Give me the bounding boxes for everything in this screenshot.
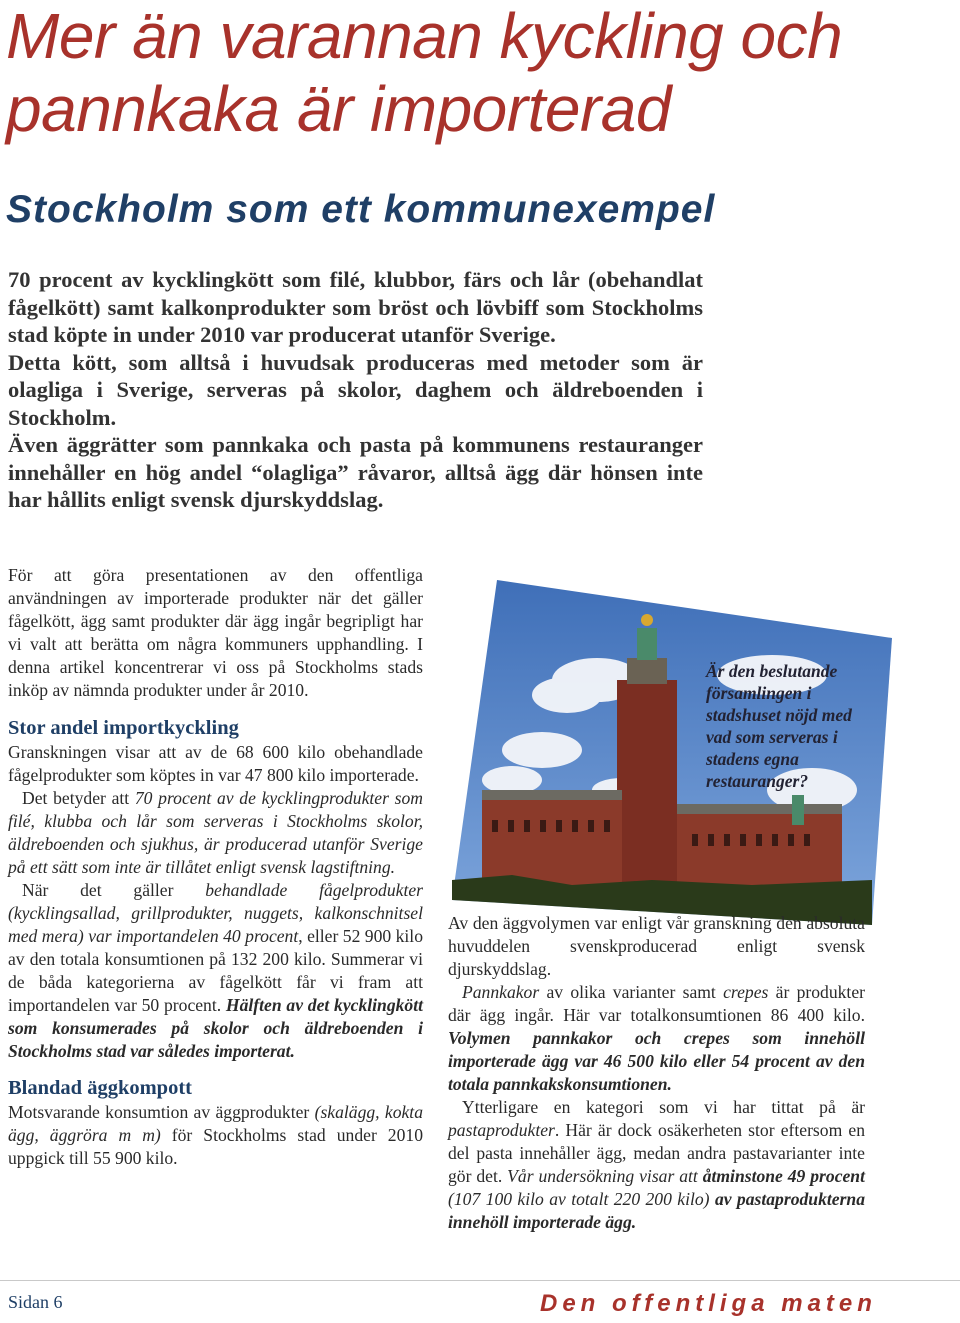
text-span: , eller 52 900 kilo av den totala konsumtionen på 132 200 kilo. Summerar vi de båda kategorierna av fågelkött får vi fram att importandelen var 50 procent. (8, 926, 423, 1015)
left-column (8, 564, 423, 1170)
bold-italic-span: åtminstone 49 procent (702, 1166, 865, 1186)
italic-span: 70 procent av de kycklingprodukter som filé, klubba och lår som serveras i Stockholms skolor, äldreboenden och sjukhus, är producerad utanför Sverige på ett sätt som inte är tillåtet enligt svensk lagstiftning. (8, 788, 423, 877)
lead-paragraph-3: Även äggrätter som pannkaka och pasta på kommunens restauranger innehåller en hög andel “olagliga” råvaror, alltså ägg där hönsen inte har hållits enligt svensk djurskyddslag. (8, 432, 703, 512)
bold-italic-span: Volymen pannkakor och crepes som innehöll importerade ägg var 46 500 kilo eller 54 procent av den totala pannkakskonsumtionen. (448, 1028, 865, 1094)
heading-agg: Blandad äggkompott (8, 1077, 192, 1099)
lead-paragraph-2: Detta kött, som alltså i huvudsak produceras med metoder som är olagliga i Sverige, serveras på skolor, daghem och äldreboenden i Stockholm. (8, 349, 703, 430)
page-subtitle: Stockholm som ett kommunexempel (6, 188, 716, 231)
lead-text (8, 266, 703, 514)
lead-paragraph-1: 70 procent av kycklingkött som filé, klubbor, färs och lår (obehandlat fågelkött) samt kalkonprodukter som bröst och lövbiff som Stockholms stad köpte in under 2010 var producerat utanför Sverige. (8, 267, 703, 347)
agg-paragraph (8, 1101, 423, 1170)
text-span: Det betyder att (22, 788, 135, 808)
text-span: av olika varianter samt (539, 982, 724, 1002)
italic-span: crepes (723, 982, 769, 1002)
page-title: Mer än varannan kyckling och pannkaka är importerad (6, 0, 843, 145)
pasta-paragraph (448, 1096, 865, 1234)
tower-top (627, 658, 667, 684)
left-roof (482, 790, 622, 800)
behandlade-paragraph (8, 879, 423, 1063)
text-span: Motsvarande konsumtion av äggprodukter (8, 1102, 315, 1122)
bold-italic-span: av pastaprodukterna innehöll importerade ägg. (448, 1189, 866, 1232)
italic-span: pastaprodukter (448, 1120, 555, 1140)
italic-span: behandlade fågelprodukter (kycklingsallad, grillprodukter, nuggets, kalkonschnitsel med mera) var importandelen 40 procent (8, 880, 423, 946)
italic-span: (skalägg, kokta ägg, äggröra m m) (8, 1102, 423, 1145)
pannkakor-paragraph (448, 981, 865, 1096)
italic-span: Vår undersökning visar att (507, 1166, 703, 1186)
italic-span: (107 100 kilo av totalt 220 200 kilo) (448, 1189, 715, 1209)
right-column (448, 912, 865, 1234)
small-tower (792, 795, 804, 825)
publication-name: Den offentliga maten (540, 1290, 877, 1317)
bold-italic-span: Hälften av det kycklingkött som konsumerades på skolor och äldreboenden i Stockholms stad var således importerat. (8, 995, 423, 1061)
agg-volym-paragraph: Av den äggvolymen var enligt vår granskning den absoluta huvuddelen svenskproducerad enligt svensk djurskyddslag. (448, 913, 865, 979)
photo-caption: Är den beslutande församlingen i stadshuset nöjd med vad som serveras i stadens egna restauranger? (706, 661, 852, 791)
text-span: . Här är dock osäkerheten stor eftersom en del pasta innehåller ägg, medan andra pastavarianter inte gör det. (448, 1120, 865, 1186)
text-span: är produkter där ägg ingår. Här var totalkonsumtionen 86 400 kilo. (448, 982, 865, 1025)
text-span: Ytterligare en kategori som vi har tittat på är (462, 1097, 865, 1117)
tower-cupola (637, 628, 657, 660)
italic-span: Pannkakor (462, 982, 540, 1002)
text-span: för Stockholms stad under 2010 uppgick till 55 900 kilo. (8, 1125, 423, 1168)
tower-crowns (641, 614, 653, 626)
heading-import: Stor andel importkyckling (8, 717, 239, 739)
footer-divider (0, 1280, 960, 1281)
intro-paragraph: För att göra presentationen av den offentliga användningen av importerade produkter när det gäller fågelkött, ägg samt produkter där ägg ingår begripligt har vi valt att berätta om några kommuners upphandling. I denna artikel koncentrerar vi oss på Stockholms stads inköp av nämnda produkter under år 2010. (8, 565, 423, 700)
page-number: Sidan 6 (8, 1292, 63, 1312)
text-span: När det gäller (22, 880, 206, 900)
right-roof (677, 804, 842, 814)
betyder-paragraph (8, 787, 423, 879)
tower (617, 680, 677, 900)
granskning-paragraph: Granskningen visar att av de 68 600 kilo obehandlade fågelprodukter som köptes in var 47 800 kilo importerade. (8, 742, 423, 785)
